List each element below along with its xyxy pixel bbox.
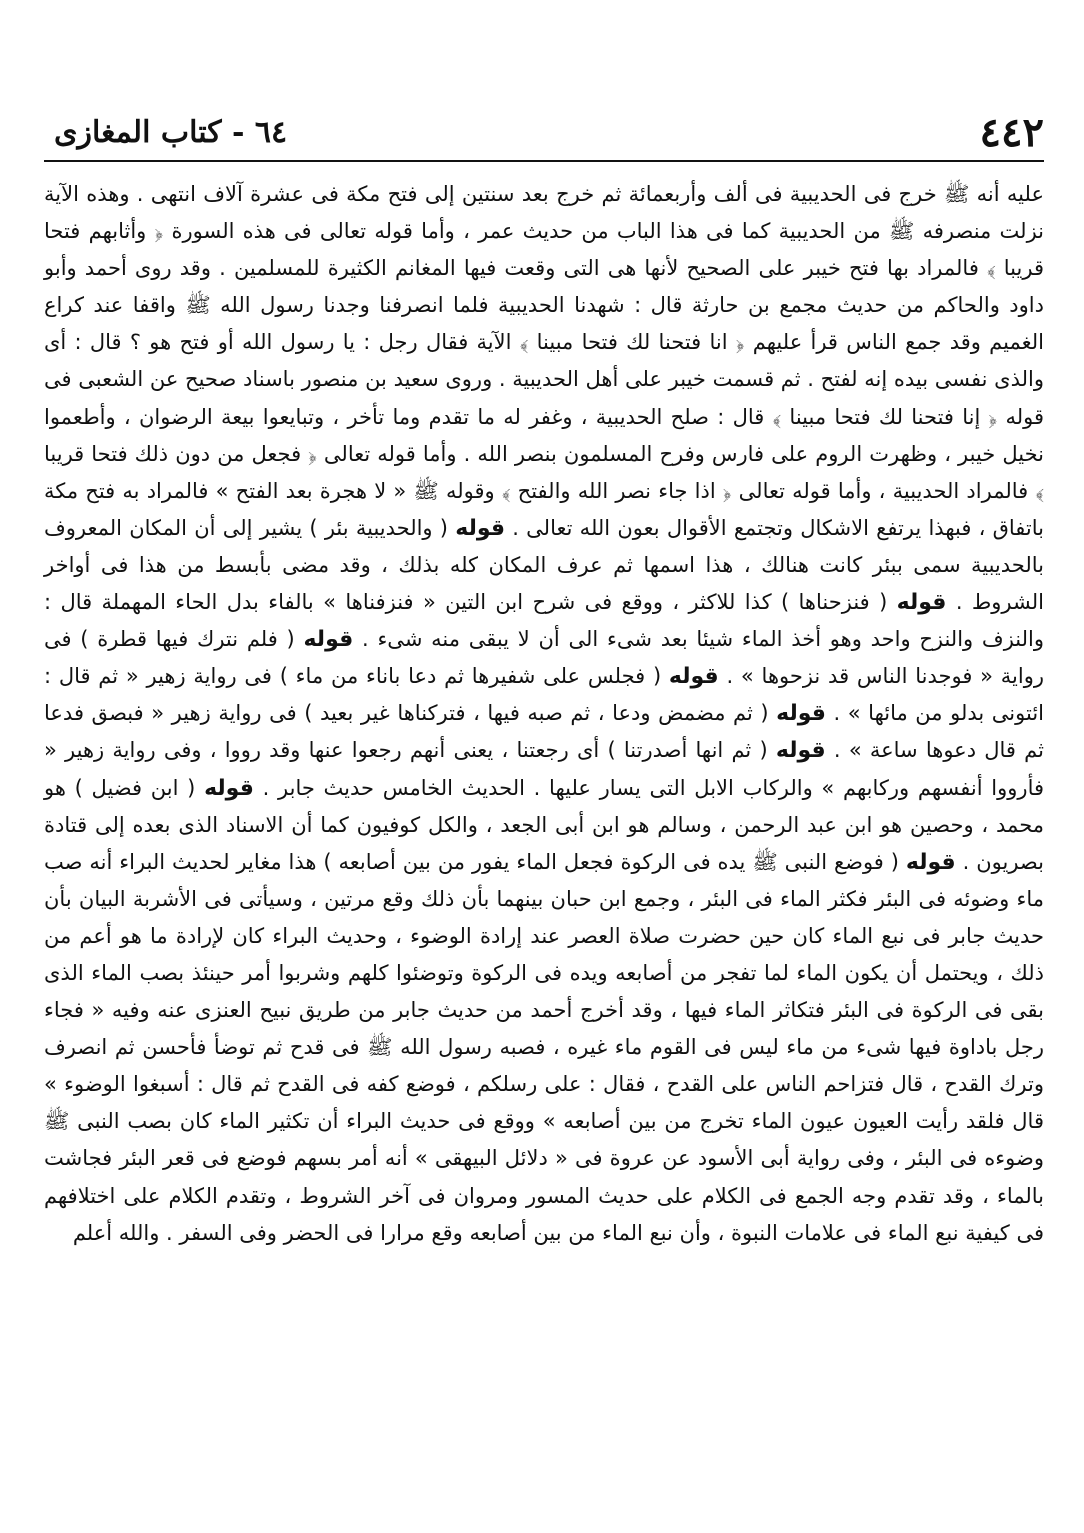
text-segment: ( فوضع النبى ﷺ يده فى الركوة فجعل الماء يفور من بين أصابعه ) هذا مغاير لحديث البراء أنه صب ماء وضوئه فى البئر فكثر الماء فى البئر ، وجمع ابن حبان بينهما بأن ذلك وقع مرتين ، وسيأتى فى الأشربة البيان بأن حديث جابر فى نبع الماء كان حين حضرت صلاة العصر عند إرادة الوضوء ، وحديث البراء كان لإرادة ما هو أعم من ذلك ، ويحتمل أن يكون الماء لما تفجر من أصابعه ويده فى الركوة وتوضئوا كلهم وشربوا أمر حينئذ بصب الماء الذى بقى فى الركوة فى البئر فتكاثر الماء فيها ، وقد أخرج أحمد من حديث جابر من طريق نبيح العنزى عنه وفيه « فجاء رجل باداوة فيها شىء من ماء ليس فى القوم ماء غيره ، فصبه رسول الله ﷺ فى قدح ثم توضأ فأحسن ثم انصرف وترك القدح ، قال فتزاحم الناس على القدح ، فقال : على رسلكم ، فوضع كفه فى القدح ثم قال : أسبغوا الوضوء » قال فلقد رأيت العيون عيون الماء تخرج من بين أصابعه » ووقع فى حديث البراء أن تكثير الماء كان بصب النبى ﷺ وضوءه فى البئر ، وفى رواية أبى الأسود عن عروة فى « دلائل البيهقى » أنه أمر بسهم فوضع فى قعر البئر فجاشت بالماء ، وقد تقدم وجه الجمع فى الكلام على حديث المسور ومروان فى آخر الشروط ، وتقدم الكلام على اختلافهم فى كيفية نبع الماء فى علامات النبوة ، وأن نبع الماء من بين أصابعه وقع مرارا فى الحضر وفى السفر . والله أعلم bbox=[44, 849, 1044, 1245]
text-segment: ( ابن فضيل ) هو محمد ، وحصين هو ابن عبد الرحمن ، وسالم هو ابن أبى الجعد ، والكل كوفيون كما أن الاسناد الذى بعده إلى قتادة بصريون . bbox=[44, 775, 1044, 874]
body-text bbox=[44, 176, 1044, 1252]
body-paragraph bbox=[44, 176, 1044, 1252]
text-segment: ( ثم مضمض ودعا ، ثم صبه فيها ، فتركناها غير بعيد ) فى رواية زهير « فبصق فدعا ثم قال دعوها ساعة » . bbox=[44, 701, 1045, 763]
page-number: ٤٤٢ bbox=[979, 109, 1044, 156]
text-segment: ( فجلس على شفيرها ثم دعا باناء من ماء ) فى رواية زهير « ثم قال : ائتونى بدلو من مائها » . bbox=[44, 664, 1044, 726]
keyword-qawluhu: قوله bbox=[668, 664, 719, 690]
header-rule bbox=[44, 160, 1044, 162]
page-header bbox=[44, 108, 1044, 158]
keyword-qawluhu: قوله bbox=[776, 701, 826, 727]
keyword-qawluhu: قوله bbox=[455, 515, 506, 541]
keyword-qawluhu: قوله bbox=[896, 590, 947, 616]
text-segment: عليه أنه ﷺ خرج فى الحديبية فى ألف وأربعمائة ثم خرج بعد سنتين إلى فتح مكة فى عشرة آلاف انتهى . وهذه الآية نزلت منصرفه ﷺ من الحديبية كما فى هذا الباب من حديث عمر ، وأما قوله تعالى فى هذه السورة ﴿ وأثابهم فتحا قريبا ﴾ فالمراد بها فتح خيبر على الصحيح لأنها هى التى وقعت فيها المغانم الكثيرة للمسلمين . وقد روى أحمد وأبو داود والحاكم من حديث مجمع بن حارثة قال : شهدنا الحديبية فلما انصرفنا وجدنا رسول الله ﷺ واقفا عند كراع الغميم وقد جمع الناس قرأ عليهم ﴿ انا فتحنا لك فتحا مبينا ﴾ الآية فقال رجل : يا رسول الله أو فتح هو ؟ قال : أى والذى نفسى بيده إنه لفتح . ثم قسمت خيبر على أهل الحديبية . وروى سعيد بن منصور باسناد صحيح عن الشعبى فى قوله ﴿ إنا فتحنا لك فتحا مبينا ﴾ قال : صلح الحديبية ، وغفر له ما تقدم وما تأخر ، وتبايعوا بيعة الرضوان ، وأطعموا نخيل خيبر ، وظهرت الروم على فارس وفرح المسلمون بنصر الله . وأما قوله تعالى ﴿ فجعل من دون ذلك فتحا قريبا ﴾ فالمراد الحديبية ، وأما قوله تعالى ﴿ اذا جاء نصر الله والفتح ﴾ وقوله ﷺ « لا هجرة بعد الفتح » فالمراد به فتح مكة باتفاق ، فبهذا يرتفع الاشكال وتجتمع الأقوال بعون الله تعالى . bbox=[44, 182, 1045, 540]
keyword-qawluhu: قوله bbox=[303, 627, 354, 653]
keyword-qawluhu: قوله bbox=[204, 775, 254, 801]
running-title: ٦٤ - كتاب المغازى bbox=[54, 115, 288, 150]
keyword-qawluhu: قوله bbox=[775, 738, 826, 764]
text-segment: ( ثم انها أصدرتنا ) أى رجعتنا ، يعنى أنهم رجعوا عنها وقد رووا ، وفى رواية زهير « فأرووا أنفسهم وركابهم » والركاب الابل التى يسار عليها . الحديث الخامس حديث جابر . bbox=[44, 738, 1045, 800]
text-segment: ( فنزحناها ) كذا للاكثر ، ووقع فى شرح ابن التين « فنزفناها » بالفاء بدل الحاء المهملة قال : والنزف والنزح واحد وهو أخذ الماء شيئا بعد شىء الى أن لا يبقى منه شىء . bbox=[44, 590, 1044, 652]
text-segment: ( فلم نترك فيها قطرة ) فى رواية « فوجدنا الناس قد نزحوها » . bbox=[44, 627, 1044, 689]
text-segment: ( والحديبية بئر ) يشير إلى أن المكان المعروف بالحديبية سمى ببئر كانت هنالك ، هذا اسمها ثم عرف المكان كله بذلك ، وقد مضى بأبسط من هذا فى أواخر الشروط . bbox=[44, 515, 1044, 615]
keyword-qawluhu: قوله bbox=[905, 849, 956, 875]
